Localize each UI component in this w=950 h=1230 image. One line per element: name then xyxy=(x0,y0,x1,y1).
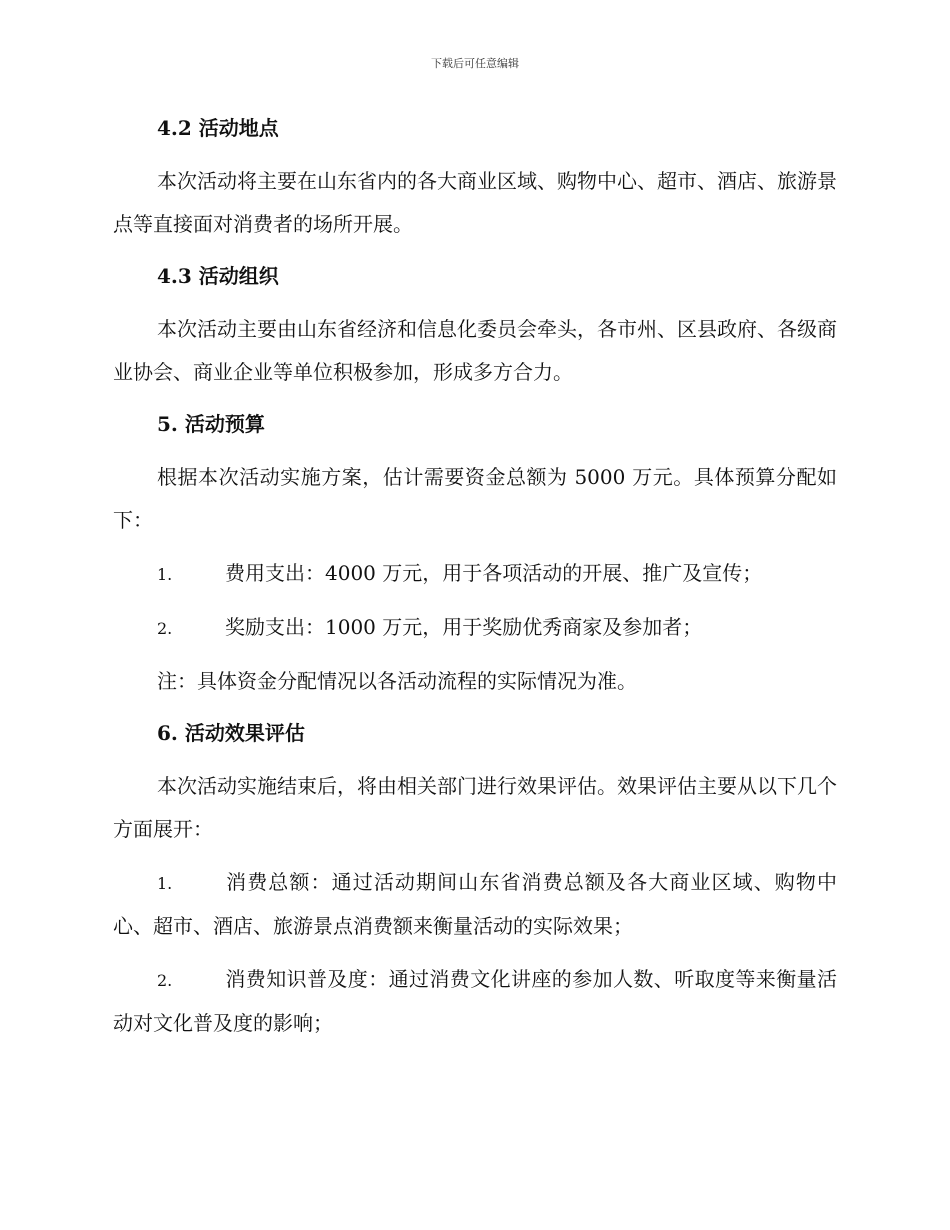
list-item-text: 消费知识普及度：通过消费文化讲座的参加人数、听取度等来衡量活动对文化普及度的影响； xyxy=(113,967,837,1035)
section-heading-5: 5. 活动预算 xyxy=(157,412,265,436)
section-heading-4-2: 4.2 活动地点 xyxy=(157,116,279,140)
budget-note: 注：具体资金分配情况以各活动流程的实际情况为准。 xyxy=(157,669,637,693)
section-body-4-2: 本次活动将主要在山东省内的各大商业区域、购物中心、超市、酒店、旅游景点等直接面对消费者的场所开展。 xyxy=(113,169,837,236)
list-item xyxy=(113,958,837,1045)
section-body-5: 根据本次活动实施方案，估计需要资金总额为 5000 万元。具体预算分配如下： xyxy=(113,465,837,532)
list-item xyxy=(113,552,837,596)
list-item xyxy=(113,606,837,650)
list-number: 2. xyxy=(157,619,173,638)
list-item-text: 消费总额：通过活动期间山东省消费总额及各大商业区域、购物中心、超市、酒店、旅游景点消费额来衡量活动的实际效果； xyxy=(113,870,837,938)
list-number: 1. xyxy=(157,874,173,893)
list-item-text: 奖励支出：1000 万元，用于奖励优秀商家及参加者； xyxy=(225,615,703,639)
list-number: 2. xyxy=(157,971,173,990)
list-number: 1. xyxy=(157,565,173,584)
document-content xyxy=(113,108,837,1045)
list-item-text: 费用支出：4000 万元，用于各项活动的开展、推广及宣传； xyxy=(225,561,763,585)
section-heading-6: 6. 活动效果评估 xyxy=(157,721,305,745)
section-body-4-3: 本次活动主要由山东省经济和信息化委员会牵头，各市州、区县政府、各级商业协会、商业企业等单位积极参加，形成多方合力。 xyxy=(113,317,837,384)
section-body-6: 本次活动实施结束后，将由相关部门进行效果评估。效果评估主要从以下几个方面展开： xyxy=(113,774,837,841)
section-heading-4-3: 4.3 活动组织 xyxy=(157,264,279,288)
header-note: 下载后可任意编辑 xyxy=(431,57,519,70)
list-item xyxy=(113,861,837,948)
